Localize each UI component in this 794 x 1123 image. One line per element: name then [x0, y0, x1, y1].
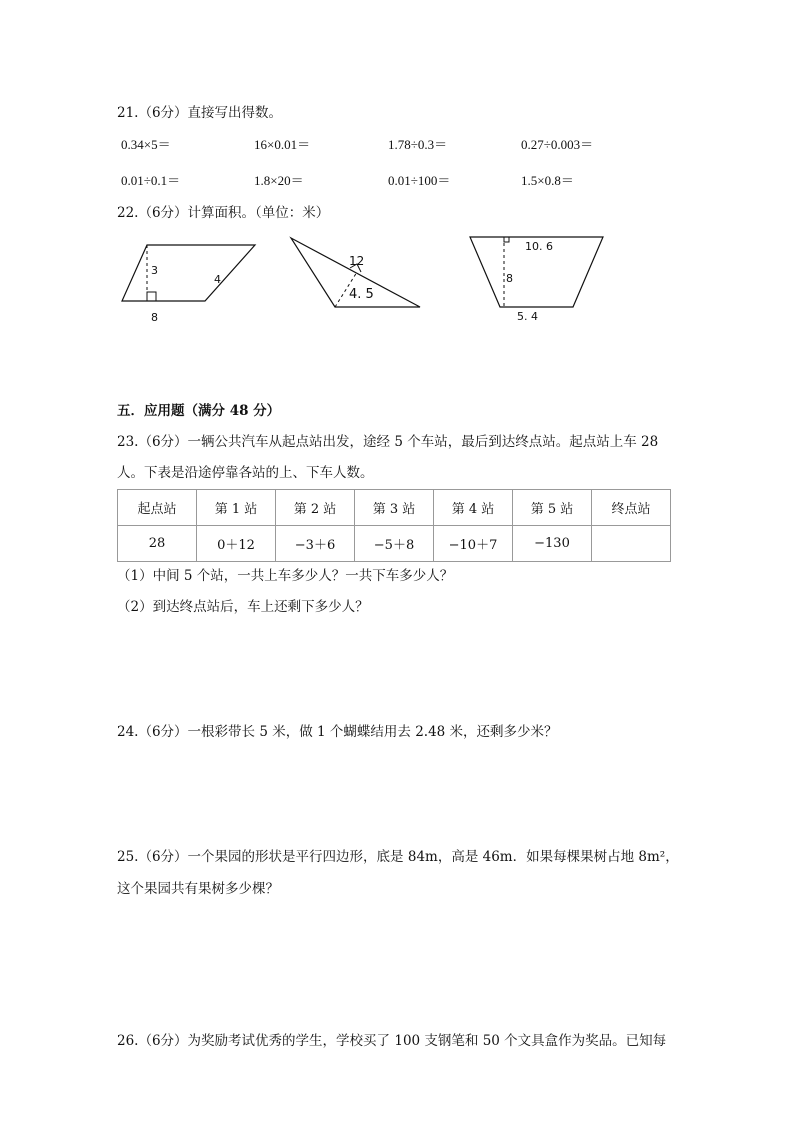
triangle-height-label: 12: [349, 254, 365, 268]
table-cell: −10＋7: [434, 526, 513, 562]
table-cell: −5＋8: [355, 526, 434, 562]
table-header-row: [118, 490, 671, 526]
passenger-table: [117, 489, 671, 562]
q21-item: 1.8×20＝: [254, 173, 304, 188]
parallelogram-base-label: 8: [151, 311, 158, 324]
parallelogram-side-label: 4: [214, 273, 221, 286]
table-row: [118, 526, 671, 562]
table-cell: −130: [513, 526, 592, 562]
table-header-cell: 第 5 站: [513, 490, 592, 526]
table-cell: [592, 526, 671, 562]
q21-item: 0.27÷0.003＝: [521, 137, 594, 152]
q25-line1: 25.（6分）一个果园的形状是平行四边形，底是 84m，高是 46m．如果每棵果树占地 8m²，: [117, 849, 679, 865]
table-header-cell: 第 4 站: [434, 490, 513, 526]
q23-sub2: （2）到达终点站后，车上还剩下多少人？: [117, 599, 369, 615]
table-cell: 0＋12: [197, 526, 276, 562]
q21-item: 1.5×0.8＝: [521, 173, 574, 188]
table-cell: −3＋6: [276, 526, 355, 562]
triangle-base-label: 4. 5: [349, 287, 374, 302]
q21-item: 1.78÷0.3＝: [388, 137, 448, 152]
table-header-cell: 起点站: [118, 490, 197, 526]
table-cell: 28: [118, 526, 197, 562]
table-header-cell: 第 3 站: [355, 490, 434, 526]
q24-text: 24.（6分）一根彩带长 5 米，做 1 个蝴蝶结用去 2.48 米，还剩多少米？: [117, 724, 558, 740]
trapezoid-bottom-label: 5. 4: [517, 310, 538, 323]
q22-title: 22.（6分）计算面积。（单位：米）: [117, 205, 330, 221]
q21-item: 16×0.01＝: [254, 137, 311, 152]
trapezoid-height-label: 8: [506, 272, 513, 285]
table-header-cell: 第 1 站: [197, 490, 276, 526]
parallelogram-height-label: 3: [151, 264, 158, 277]
q21-title: 21.（6分）直接写出得数。: [117, 105, 283, 121]
table-header-cell: 第 2 站: [276, 490, 355, 526]
section-heading: 五．应用题（满分 48 分）: [117, 403, 281, 419]
q26-line1: 26.（6分）为奖励考试优秀的学生，学校买了 100 支钢笔和 50 个文具盒作为奖品。已知每: [117, 1033, 667, 1049]
q23-line1: 23.（6分）一辆公共汽车从起点站出发，途经 5 个车站，最后到达终点站。起点站上车 28: [117, 434, 659, 450]
trapezoid-top-label: 10. 6: [525, 240, 553, 253]
q23-line2: 人。下表是沿途停靠各站的上、下车人数。: [117, 465, 374, 481]
parallelogram-figure: [115, 235, 265, 330]
trapezoid-figure: [465, 232, 610, 327]
q21-item: 0.01÷100＝: [388, 173, 451, 188]
q25-line2: 这个果园共有果树多少棵？: [117, 881, 279, 897]
q21-item: 0.34×5＝: [121, 137, 171, 152]
q21-item: 0.01÷0.1＝: [121, 173, 181, 188]
triangle-figure: [285, 233, 430, 313]
q23-sub1: （1）中间 5 个站，一共上车多少人？一共下车多少人？: [117, 568, 454, 584]
table-header-cell: 终点站: [592, 490, 671, 526]
